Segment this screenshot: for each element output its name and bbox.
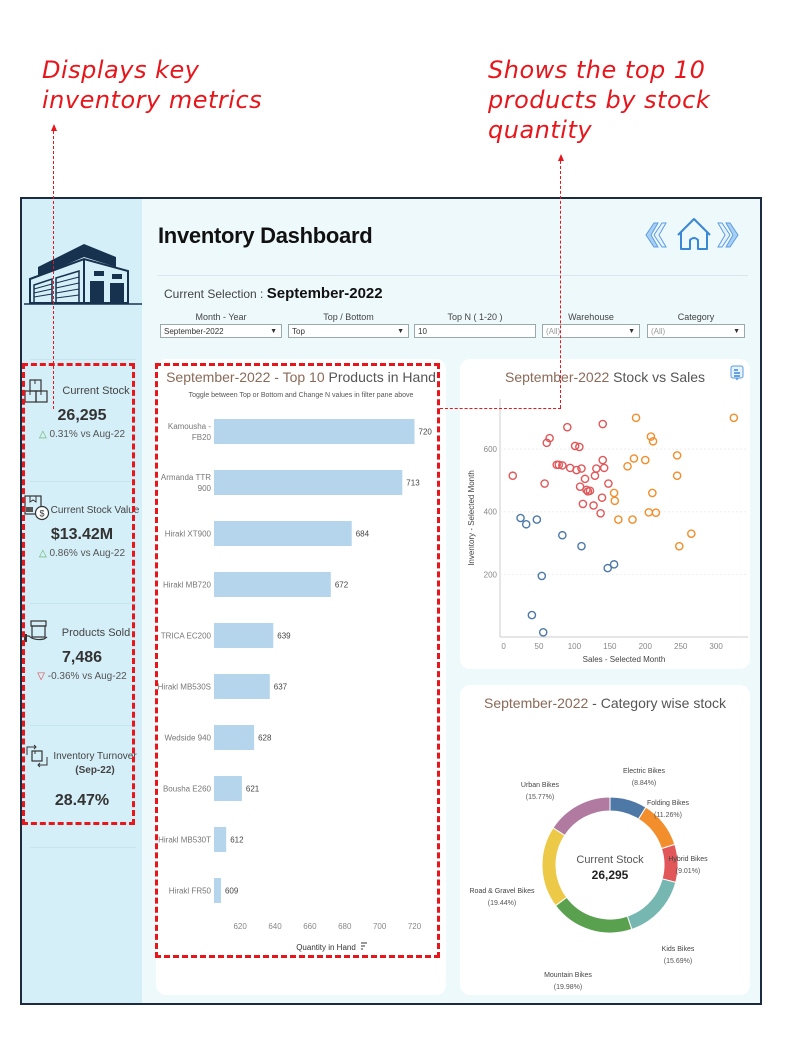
scatter-point	[610, 489, 617, 496]
x-axis-label: Quantity in Hand	[296, 943, 356, 952]
filter-label: Month - Year	[195, 312, 247, 322]
donut-slice	[556, 897, 632, 933]
kpi-label: Current Stock	[62, 385, 130, 397]
dropdown-caret-icon: ▼	[270, 328, 277, 335]
scatter-point	[509, 472, 516, 479]
top-bottom-dropdown[interactable]: Top ▼	[288, 324, 409, 338]
annotation-line: Displays key	[42, 56, 200, 84]
slice-percent: (9.01%)	[675, 868, 701, 875]
annotation-line: quantity	[488, 116, 593, 144]
scatter-point	[576, 443, 583, 450]
category-stock-card	[460, 685, 750, 995]
scatter-point	[624, 463, 631, 470]
slice-label: Hybrid Bikes	[668, 856, 708, 863]
annotation-connector	[560, 161, 561, 408]
kpi-label: Products Sold	[61, 627, 131, 639]
scatter-point	[601, 464, 608, 471]
svg-text:$: $	[39, 508, 45, 519]
scatter-point	[559, 532, 566, 539]
filter-warehouse	[542, 312, 640, 338]
scatter-point	[605, 480, 612, 487]
scatter-point	[579, 500, 586, 507]
dropdown-caret-icon: ▼	[628, 328, 635, 335]
data-label: 637	[273, 682, 288, 692]
category-label: TRICA EC200	[160, 631, 211, 641]
scatter-point	[630, 455, 637, 462]
scatter-point	[578, 465, 585, 472]
y-tick-label: 200	[483, 570, 497, 580]
scatter-point	[730, 414, 737, 421]
x-axis-label: Sales - Selected Month	[582, 655, 666, 664]
dropdown-caret-icon: ▼	[397, 328, 404, 335]
category-label: Hirakl XT900	[164, 529, 211, 539]
double-chevron-left-icon[interactable]	[646, 223, 666, 247]
x-tick-label: 660	[303, 922, 317, 931]
warehouse-logo-icon	[24, 219, 142, 315]
filter-label: Top / Bottom	[323, 312, 374, 322]
scatter-point	[538, 572, 545, 579]
filter-top-bottom	[288, 312, 409, 338]
data-label: 720	[418, 427, 432, 437]
scatter-point	[674, 472, 681, 479]
annotation-kpi	[42, 55, 262, 115]
trend-up-icon: △	[38, 429, 47, 440]
slice-label: Urban Bikes	[520, 782, 560, 789]
filter-label: Category	[677, 312, 715, 322]
divider	[30, 847, 136, 848]
donut-slice	[627, 879, 675, 930]
scatter-point	[674, 452, 681, 459]
center-value: 26,295	[591, 868, 629, 882]
category-label: Wedside 940	[164, 733, 211, 743]
legend-toggle-icon[interactable]	[730, 365, 744, 381]
x-tick-label: 200	[638, 642, 652, 651]
chart-title: September-2022 - Category wise stock	[483, 695, 726, 711]
category-label: Hirakl MB530T	[158, 835, 211, 845]
slice-label: Electric Bikes	[622, 768, 666, 775]
top-n-input[interactable]: 10	[414, 324, 536, 338]
scatter-point	[632, 414, 639, 421]
month-year-dropdown[interactable]: September-2022 ▼	[160, 324, 282, 338]
x-tick-label: 100	[567, 642, 582, 651]
annotation-connector	[440, 408, 561, 409]
data-label: 639	[277, 631, 291, 641]
x-tick-label: 0	[501, 642, 506, 651]
center-label: Current Stock	[576, 854, 644, 866]
annotation-top10	[488, 55, 710, 145]
x-tick-label: 720	[407, 922, 422, 931]
double-chevron-right-icon[interactable]	[718, 223, 738, 247]
divider	[30, 359, 136, 360]
kpi-label: Current Stock Value	[50, 505, 140, 516]
scatter-point	[615, 516, 622, 523]
scatter-point	[540, 629, 547, 636]
y-tick-label: 400	[483, 507, 497, 517]
dropdown-caret-icon: ▼	[733, 328, 740, 335]
kpi-value: $13.42M	[50, 526, 114, 543]
selection-value: September-2022	[266, 285, 383, 302]
chart-title: September-2022 - Top 10 Products in Hand	[166, 369, 436, 385]
y-tick-label: 600	[483, 445, 497, 455]
scatter-point	[598, 494, 605, 501]
slice-percent: (15.69%)	[663, 958, 693, 965]
donut-slice	[553, 797, 610, 835]
filter-label: Warehouse	[568, 312, 614, 322]
category-label: Hirakl MB530S	[157, 682, 211, 692]
data-label: 672	[334, 580, 349, 590]
x-tick-label: 640	[268, 922, 282, 931]
scatter-point	[629, 516, 636, 523]
slice-percent: (19.44%)	[487, 900, 517, 907]
scatter-point	[593, 465, 600, 472]
scatter-point	[649, 489, 656, 496]
category-label: Armanda TTR	[160, 473, 211, 482]
chart-subtitle: Toggle between Top or Bottom and Change N values in filter pane above	[188, 392, 414, 399]
scatter-point	[528, 611, 535, 618]
category-label: Bousha E260	[162, 784, 211, 794]
kpi-delta: △ 0.86% vs Aug-22	[38, 548, 126, 559]
annotation-arrow-icon	[558, 154, 564, 161]
x-tick-label: 50	[534, 642, 544, 651]
slice-label: Folding Bikes	[646, 800, 690, 807]
category-label: Hirakl FR50	[168, 886, 211, 896]
scatter-point	[652, 509, 659, 516]
slice-percent: (15.77%)	[525, 794, 555, 801]
data-label: 612	[230, 835, 244, 845]
kpi-value: 28.47%	[54, 792, 110, 809]
page-title: Inventory Dashboard	[158, 223, 373, 248]
annotation-line: inventory metrics	[42, 86, 263, 114]
category-label: 900	[197, 484, 211, 493]
x-tick-label: 250	[674, 642, 688, 651]
current-selection: Current Selection : September-2022	[164, 285, 383, 302]
chart-title: September-2022 Stock vs Sales	[505, 369, 705, 385]
x-tick-label: 620	[233, 922, 247, 931]
x-tick-label: 150	[603, 642, 617, 651]
scatter-point	[517, 514, 524, 521]
donut-chart	[460, 715, 750, 995]
data-label: 609	[224, 886, 239, 896]
x-tick-label: 300	[709, 642, 723, 651]
donut-slice	[542, 828, 567, 906]
slice-label: Road & Gravel Bikes	[469, 888, 535, 895]
category-label: Kamousha -	[167, 422, 211, 431]
filter-label: Top N ( 1-20 )	[447, 312, 503, 322]
divider	[158, 275, 748, 276]
category-label: Hirakl MB720	[162, 580, 211, 590]
trend-down-icon: ▽	[37, 671, 45, 682]
kpi-period: (Sep-22)	[75, 765, 115, 776]
scatter-point	[591, 472, 598, 479]
y-axis-label: Inventory - Selected Month	[467, 470, 476, 566]
scatter-point	[610, 561, 617, 568]
kpi-value: 26,295	[57, 407, 107, 424]
scatter-point	[597, 510, 604, 517]
slice-percent: (8.84%)	[631, 780, 657, 787]
data-label: 621	[245, 784, 260, 794]
highlight-bar-box	[155, 363, 440, 958]
filter-category	[647, 312, 745, 338]
scatter-chart	[460, 389, 750, 669]
slice-label: Mountain Bikes	[544, 972, 592, 979]
scatter-point	[523, 521, 530, 528]
scatter-point	[599, 420, 606, 427]
scatter-point	[688, 530, 695, 537]
trend-up-icon: △	[38, 548, 47, 559]
category-dropdown[interactable]: (All) ▼	[647, 324, 745, 338]
slice-percent: (19.98%)	[553, 984, 583, 991]
filter-month-year	[160, 312, 282, 338]
nav-controls	[644, 213, 744, 257]
home-icon[interactable]	[678, 219, 710, 249]
scatter-point	[645, 509, 652, 516]
kpi-delta: △ 0.31% vs Aug-22	[38, 429, 126, 440]
highlight-kpi-box	[22, 363, 135, 825]
x-tick-label: 700	[372, 922, 387, 931]
scatter-point	[573, 466, 580, 473]
scatter-point	[599, 456, 606, 463]
scatter-point	[590, 502, 597, 509]
data-label: 628	[258, 733, 272, 743]
scatter-point	[541, 480, 548, 487]
filter-top-n	[414, 312, 536, 338]
kpi-delta: ▽ -0.36% vs Aug-22	[37, 671, 127, 682]
slice-label: Kids Bikes	[661, 946, 695, 953]
data-label: 684	[355, 529, 370, 539]
donut-slice	[661, 844, 678, 882]
warehouse-dropdown[interactable]: (All) ▼	[542, 324, 640, 338]
slice-percent: (11.26%)	[654, 812, 682, 819]
annotation-line: Shows the top 10	[488, 56, 706, 84]
annotation-arrow-icon	[51, 124, 57, 131]
category-label: FB20	[191, 433, 211, 442]
scatter-point	[642, 456, 649, 463]
kpi-label: Inventory Turnover	[53, 751, 137, 762]
scatter-point	[533, 516, 540, 523]
scatter-point	[611, 497, 618, 504]
scatter-point	[676, 543, 683, 550]
scatter-point	[564, 424, 571, 431]
scatter-point	[578, 543, 585, 550]
annotation-line: products by stock	[488, 86, 711, 114]
kpi-value: 7,486	[61, 649, 103, 666]
x-tick-label: 680	[338, 922, 352, 931]
data-label: 713	[406, 478, 420, 488]
stock-vs-sales-card	[460, 359, 750, 669]
scatter-point	[581, 475, 588, 482]
